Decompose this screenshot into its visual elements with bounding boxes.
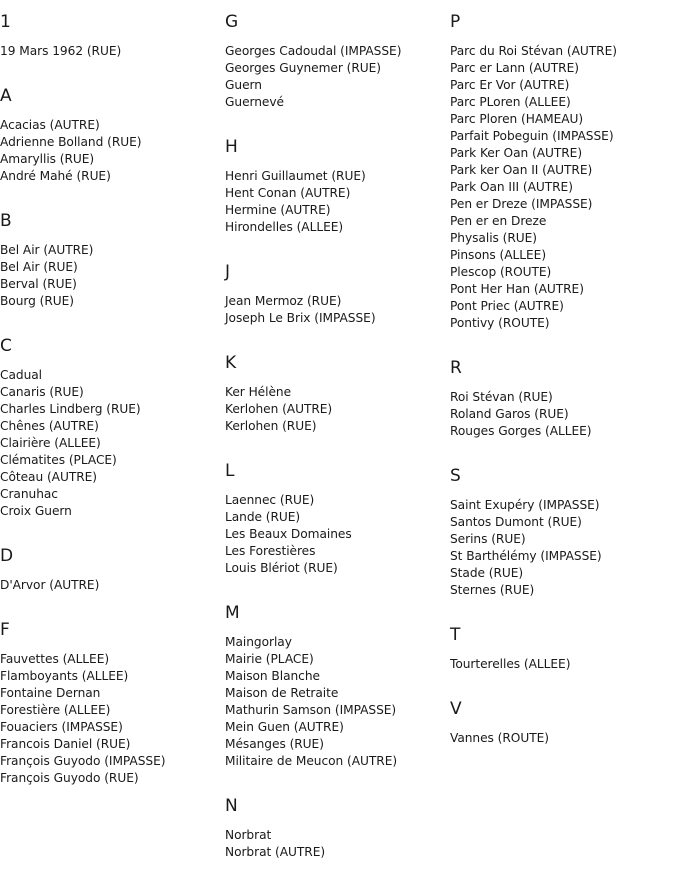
street-entry: Jean Mermoz (RUE) — [225, 294, 342, 308]
letter-heading: S — [450, 466, 461, 486]
street-entry: Mein Guen (AUTRE) — [225, 720, 344, 734]
street-entry: Hirondelles (ALLEE) — [225, 220, 344, 234]
street-entry: Forestière (ALLEE) — [0, 703, 111, 717]
street-entry: Croix Guern — [0, 504, 72, 518]
street-entry: Fouaciers (IMPASSE) — [0, 720, 123, 734]
letter-heading: D — [0, 546, 14, 566]
street-entry: Parc Ploren (HAMEAU) — [450, 112, 584, 126]
letter-group — [0, 0, 222, 60]
street-entry: Bel Air (AUTRE) — [0, 243, 94, 257]
street-list — [225, 293, 447, 327]
street-entry: Kerlohen (AUTRE) — [225, 402, 333, 416]
street-entry: André Mahé (RUE) — [0, 169, 111, 183]
street-entry: Mésanges (RUE) — [225, 737, 324, 751]
street-entry: Francois Daniel (RUE) — [0, 737, 131, 751]
street-entry: Fauvettes (ALLEE) — [0, 652, 110, 666]
street-entry: Guern — [225, 78, 262, 92]
letter-heading: P — [450, 12, 461, 32]
street-entry: Parc PLoren (ALLEE) — [450, 95, 571, 109]
street-entry: Clématites (PLACE) — [0, 453, 117, 467]
street-list — [0, 577, 222, 594]
street-entry: Sternes (RUE) — [450, 583, 535, 597]
street-entry: Maingorlay — [225, 635, 292, 649]
street-entry: Amaryllis (RUE) — [0, 152, 95, 166]
letter-heading: 1 — [0, 12, 11, 32]
street-entry: Stade (RUE) — [450, 566, 524, 580]
street-entry: Pinsons (ALLEE) — [450, 248, 547, 262]
street-entry: Serins (RUE) — [450, 532, 526, 546]
street-list — [450, 389, 672, 440]
street-entry: Guernevé — [225, 95, 284, 109]
letter-heading: N — [225, 796, 238, 816]
street-entry: Georges Cadoudal (IMPASSE) — [225, 44, 402, 58]
street-entry: Bel Air (RUE) — [0, 260, 78, 274]
street-entry: D'Arvor (AUTRE) — [0, 578, 100, 592]
letter-heading: C — [0, 336, 12, 356]
street-entry: Georges Guynemer (RUE) — [225, 61, 382, 75]
street-entry: Pont Priec (AUTRE) — [450, 299, 564, 313]
letter-heading: G — [225, 12, 239, 32]
street-entry: Bourg (RUE) — [0, 294, 74, 308]
street-entry: Lande (RUE) — [225, 510, 301, 524]
street-entry: Mathurin Samson (IMPASSE) — [225, 703, 397, 717]
street-entry: 19 Mars 1962 (RUE) — [0, 44, 122, 58]
street-entry: Fontaine Dernan — [0, 686, 101, 700]
letter-heading: T — [450, 625, 461, 645]
letter-group — [450, 0, 672, 332]
street-entry: Les Beaux Domaines — [225, 527, 352, 541]
street-entry: Pontivy (ROUTE) — [450, 316, 550, 330]
street-entry: Norbrat (AUTRE) — [225, 845, 326, 859]
letter-group — [225, 0, 447, 111]
street-entry: Pen er Dreze (IMPASSE) — [450, 197, 593, 211]
street-list — [225, 827, 447, 861]
street-list — [0, 242, 222, 310]
street-entry: Les Forestières — [225, 544, 316, 558]
street-entry: Cranuhac — [0, 487, 58, 501]
street-list — [0, 117, 222, 185]
street-entry: Physalis (RUE) — [450, 231, 537, 245]
street-entry: St Barthélémy (IMPASSE) — [450, 549, 602, 563]
street-entry: Park ker Oan II (AUTRE) — [450, 163, 593, 177]
street-entry: Tourterelles (ALLEE) — [450, 657, 571, 671]
street-entry: Canaris (RUE) — [0, 385, 84, 399]
letter-group — [0, 608, 222, 787]
letter-heading: V — [450, 699, 462, 719]
street-list — [0, 43, 222, 60]
street-entry: Plescop (ROUTE) — [450, 265, 552, 279]
street-entry: Vannes (ROUTE) — [450, 731, 549, 745]
street-entry: Park Ker Oan (AUTRE) — [450, 146, 583, 160]
street-list — [0, 367, 222, 520]
street-entry: Saint Exupéry (IMPASSE) — [450, 498, 600, 512]
street-entry: Laennec (RUE) — [225, 493, 315, 507]
street-entry: Joseph Le Brix (IMPASSE) — [225, 311, 376, 325]
letter-heading: L — [225, 461, 235, 481]
street-list — [450, 43, 672, 332]
street-entry: Santos Dumont (RUE) — [450, 515, 582, 529]
street-entry: Adrienne Bolland (RUE) — [0, 135, 142, 149]
street-entry: Ker Hélène — [225, 385, 292, 399]
letter-group — [225, 250, 447, 327]
street-entry: Côteau (AUTRE) — [0, 470, 97, 484]
street-entry: Mairie (PLACE) — [225, 652, 314, 666]
street-list — [225, 43, 447, 111]
letter-heading: M — [225, 603, 240, 623]
street-list — [0, 651, 222, 787]
street-entry: Norbrat — [225, 828, 272, 842]
street-entry: Roland Garos (RUE) — [450, 407, 569, 421]
street-entry: Hent Conan (AUTRE) — [225, 186, 351, 200]
letter-heading: B — [0, 211, 12, 231]
street-list — [450, 656, 672, 673]
street-list — [225, 634, 447, 770]
street-entry: Berval (RUE) — [0, 277, 77, 291]
street-entry: Pont Her Han (AUTRE) — [450, 282, 584, 296]
street-entry: Parfait Pobeguin (IMPASSE) — [450, 129, 614, 143]
street-entry: Henri Guillaumet (RUE) — [225, 169, 366, 183]
letter-heading: K — [225, 353, 237, 373]
street-entry: Kerlohen (RUE) — [225, 419, 317, 433]
street-entry: Park Oan III (AUTRE) — [450, 180, 573, 194]
letter-group — [0, 534, 222, 594]
street-entry: Pen er en Dreze — [450, 214, 547, 228]
street-entry: Chênes (AUTRE) — [0, 419, 99, 433]
street-entry: Hermine (AUTRE) — [225, 203, 331, 217]
street-entry: Parc Er Vor (AUTRE) — [450, 78, 570, 92]
letter-group — [225, 125, 447, 236]
letter-group — [450, 613, 672, 673]
letter-heading: F — [0, 620, 10, 640]
letter-group — [0, 199, 222, 310]
letter-group — [225, 591, 447, 770]
letter-heading: A — [0, 86, 12, 106]
letter-group — [225, 341, 447, 435]
letter-group — [0, 324, 222, 520]
street-entry: Louis Blériot (RUE) — [225, 561, 338, 575]
letter-group — [0, 74, 222, 185]
street-list — [225, 492, 447, 577]
street-entry: Parc du Roi Stévan (AUTRE) — [450, 44, 617, 58]
street-entry: Militaire de Meucon (AUTRE) — [225, 754, 398, 768]
letter-group — [225, 449, 447, 577]
street-column-3 — [450, 0, 672, 761]
street-column-2 — [225, 0, 447, 875]
street-column-1 — [0, 0, 222, 801]
street-entry: Maison Blanche — [225, 669, 320, 683]
letter-heading: H — [225, 137, 238, 157]
letter-heading: R — [450, 358, 462, 378]
street-list — [225, 168, 447, 236]
letter-group — [450, 454, 672, 599]
street-list — [450, 497, 672, 599]
letter-group — [225, 784, 447, 861]
street-entry: Roi Stévan (RUE) — [450, 390, 553, 404]
letter-group — [450, 346, 672, 440]
street-entry: Parc er Lann (AUTRE) — [450, 61, 579, 75]
street-list — [450, 730, 672, 747]
street-entry: Acacias (AUTRE) — [0, 118, 100, 132]
street-entry: François Guyodo (IMPASSE) — [0, 754, 166, 768]
street-entry: Maison de Retraite — [225, 686, 339, 700]
street-entry: Rouges Gorges (ALLEE) — [450, 424, 592, 438]
street-entry: Flamboyants (ALLEE) — [0, 669, 129, 683]
street-entry: Charles Lindberg (RUE) — [0, 402, 141, 416]
street-list — [225, 384, 447, 435]
street-entry: Clairière (ALLEE) — [0, 436, 101, 450]
letter-heading: J — [225, 262, 231, 282]
street-entry: François Guyodo (RUE) — [0, 771, 139, 785]
letter-group — [450, 687, 672, 747]
street-entry: Cadual — [0, 368, 42, 382]
